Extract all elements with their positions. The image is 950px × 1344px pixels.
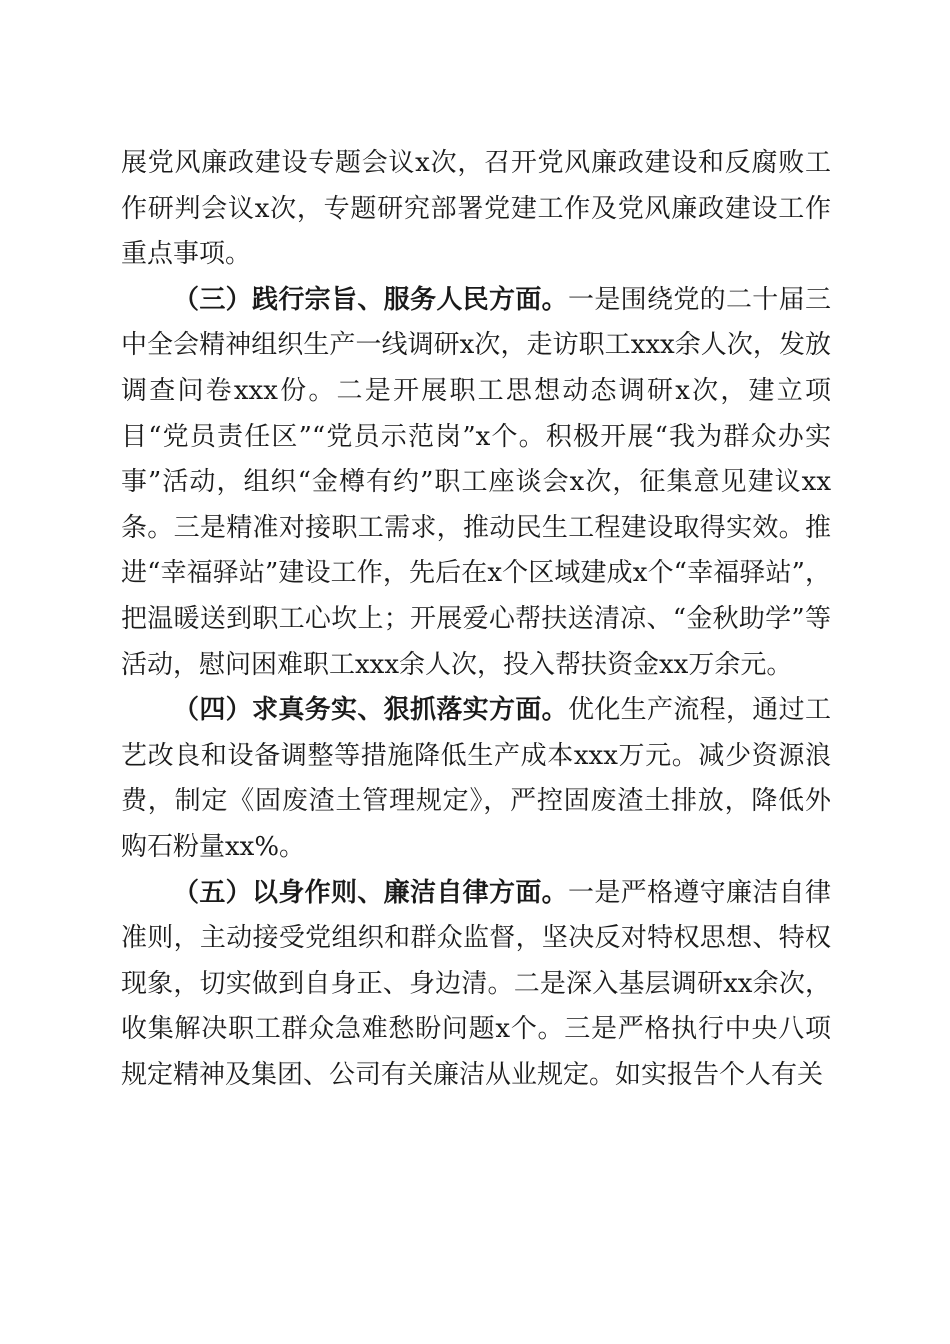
section-3-heading: （三）践行宗旨、服务人民方面。 (173, 284, 568, 315)
paragraph-section-5 (121, 871, 831, 1099)
section-4-body: 优化生产流程，通过工艺改良和设备调整等措施降低生产成本xxx万元。减少资源浪费，制定《固废渣土管理规定》，严控固废渣土排放，降低外购石粉量xx%。 (121, 695, 831, 862)
paragraph-section-4 (121, 688, 831, 870)
section-5-heading: （五）以身作则、廉洁自律方面。 (173, 877, 568, 908)
paragraph-continuation: 展党风廉政建设专题会议x次，召开党风廉政建设和反腐败工作研判会议x次，专题研究部署党建工作及党风廉政建设工作重点事项。 (121, 148, 831, 270)
section-3-body: 一是围绕党的二十届三中全会精神组织生产一线调研x次，走访职工xxx余人次，发放调查问卷xxx份。二是开展职工思想动态调研x次，建立项目“党员责任区”“党员示范岗”x个。积极开展“我为群众办实事”活动，组织“金樽有约”职工座谈会x次，征集意见建议xx条。三是精准对接职工需求，推动民生工程建设取得实效。推进“幸福驿站”建设工作，先后在x个区域建成x个“幸福驿站”，把温暖送到职工心坎上；开展爱心帮扶送清凉、“金秋助学”等活动，慰问困难职工xxx余人次，投入帮扶资金xx万余元。 (121, 284, 831, 680)
section-5-body: 一是严格遵守廉洁自律准则，主动接受党组织和群众监督，坚决反对特权思想、特权现象，切实做到自身正、身边清。二是深入基层调研xx余次，收集解决职工群众急难愁盼问题x个。三是严格执行中央八项规定精神及集团、公司有关廉洁从业规定。如实报告个人有关 (121, 877, 831, 1090)
document-page (121, 141, 831, 1098)
paragraph-section-3 (121, 278, 831, 688)
section-4-heading: （四）求真务实、狠抓落实方面。 (173, 695, 568, 726)
